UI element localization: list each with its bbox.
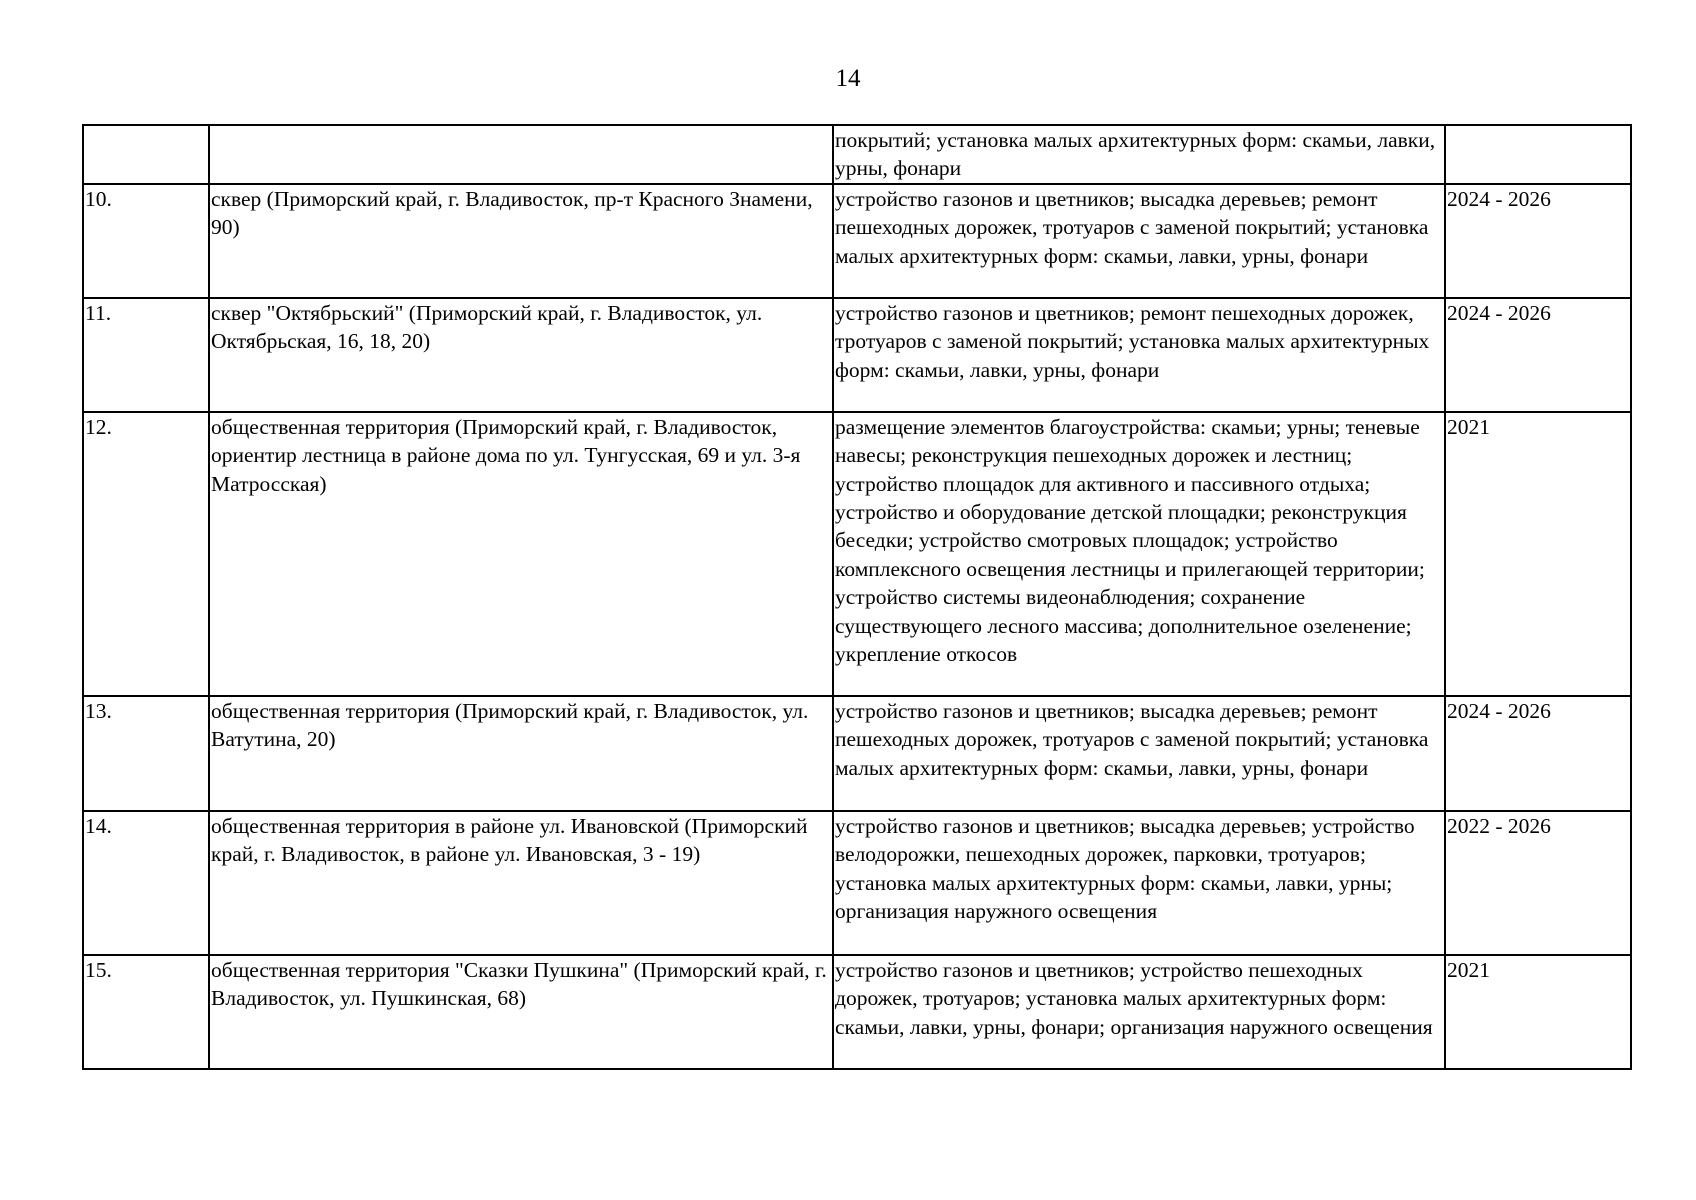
territory-name-cell: общественная территория (Приморский край, г. Владивосток, ул. Ватутина, 20): [209, 696, 833, 811]
table-row: [83, 955, 1631, 1069]
row-number-cell: 12.: [83, 412, 209, 696]
works-cell: покрытий; установка малых архитектурных форм: скамьи, лавки, урны, фонари: [833, 125, 1445, 184]
table-row: [83, 696, 1631, 811]
territory-name-cell: сквер "Октябрьский" (Приморский край, г. Владивосток, ул. Октябрьская, 16, 18, 20): [209, 298, 833, 412]
period-cell: 2022 - 2026: [1445, 811, 1631, 955]
row-number-cell: [83, 125, 209, 184]
period-cell: 2024 - 2026: [1445, 696, 1631, 811]
table-row: [83, 811, 1631, 955]
territory-name-cell: [209, 125, 833, 184]
table-row: [83, 184, 1631, 298]
row-number-cell: 11.: [83, 298, 209, 412]
territory-name-cell: общественная территория (Приморский край, г. Владивосток, ориентир лестница в районе дома по ул. Тунгусская, 69 и ул. 3-я Матросская): [209, 412, 833, 696]
works-cell: устройство газонов и цветников; высадка деревьев; ремонт пешеходных дорожек, тротуаров с заменой покрытий; установка малых архитектурных форм: скамьи, лавки, урны, фонари: [833, 696, 1445, 811]
works-cell: размещение элементов благоустройства: скамьи; урны; теневые навесы; реконструкция пешеходных дорожек и лестниц; устройство площадок для активного и пассивного отдыха; устройство и оборудование детской площадки; реконструкция беседки; устройство смотровых площадок; устройство комплексного освещения лестницы и прилегающей территории; устройство системы видеонаблюдения; сохранение существующего лесного массива; дополнительное озеленение; укрепление откосов: [833, 412, 1445, 696]
table-row: [83, 298, 1631, 412]
period-cell: 2021: [1445, 412, 1631, 696]
page-number: 14: [835, 65, 861, 92]
table-row: [83, 412, 1631, 696]
row-number-cell: 10.: [83, 184, 209, 298]
period-cell: 2024 - 2026: [1445, 298, 1631, 412]
works-cell: устройство газонов и цветников; устройство пешеходных дорожек, тротуаров; установка малых архитектурных форм: скамьи, лавки, урны, фонари; организация наружного освещения: [833, 955, 1445, 1069]
period-cell: [1445, 125, 1631, 184]
works-cell: устройство газонов и цветников; ремонт пешеходных дорожек, тротуаров с заменой покрытий; установка малых архитектурных форм: скамьи, лавки, урны, фонари: [833, 298, 1445, 412]
row-number-cell: 15.: [83, 955, 209, 1069]
works-cell: устройство газонов и цветников; высадка деревьев; устройство велодорожки, пешеходных дорожек, парковки, тротуаров; установка малых архитектурных форм: скамьи, лавки, урны; организация наружного освещения: [833, 811, 1445, 955]
period-cell: 2021: [1445, 955, 1631, 1069]
works-cell: устройство газонов и цветников; высадка деревьев; ремонт пешеходных дорожек, тротуаров с заменой покрытий; установка малых архитектурных форм: скамьи, лавки, урны, фонари: [833, 184, 1445, 298]
period-cell: 2024 - 2026: [1445, 184, 1631, 298]
improvement-table: [82, 124, 1632, 1070]
row-number-cell: 13.: [83, 696, 209, 811]
table-row: [83, 125, 1631, 184]
territory-name-cell: сквер (Приморский край, г. Владивосток, пр-т Красного Знамени, 90): [209, 184, 833, 298]
territory-name-cell: общественная территория "Сказки Пушкина" (Приморский край, г. Владивосток, ул. Пушкинская, 68): [209, 955, 833, 1069]
row-number-cell: 14.: [83, 811, 209, 955]
territory-name-cell: общественная территория в районе ул. Ивановской (Приморский край, г. Владивосток, в районе ул. Ивановская, 3 - 19): [209, 811, 833, 955]
